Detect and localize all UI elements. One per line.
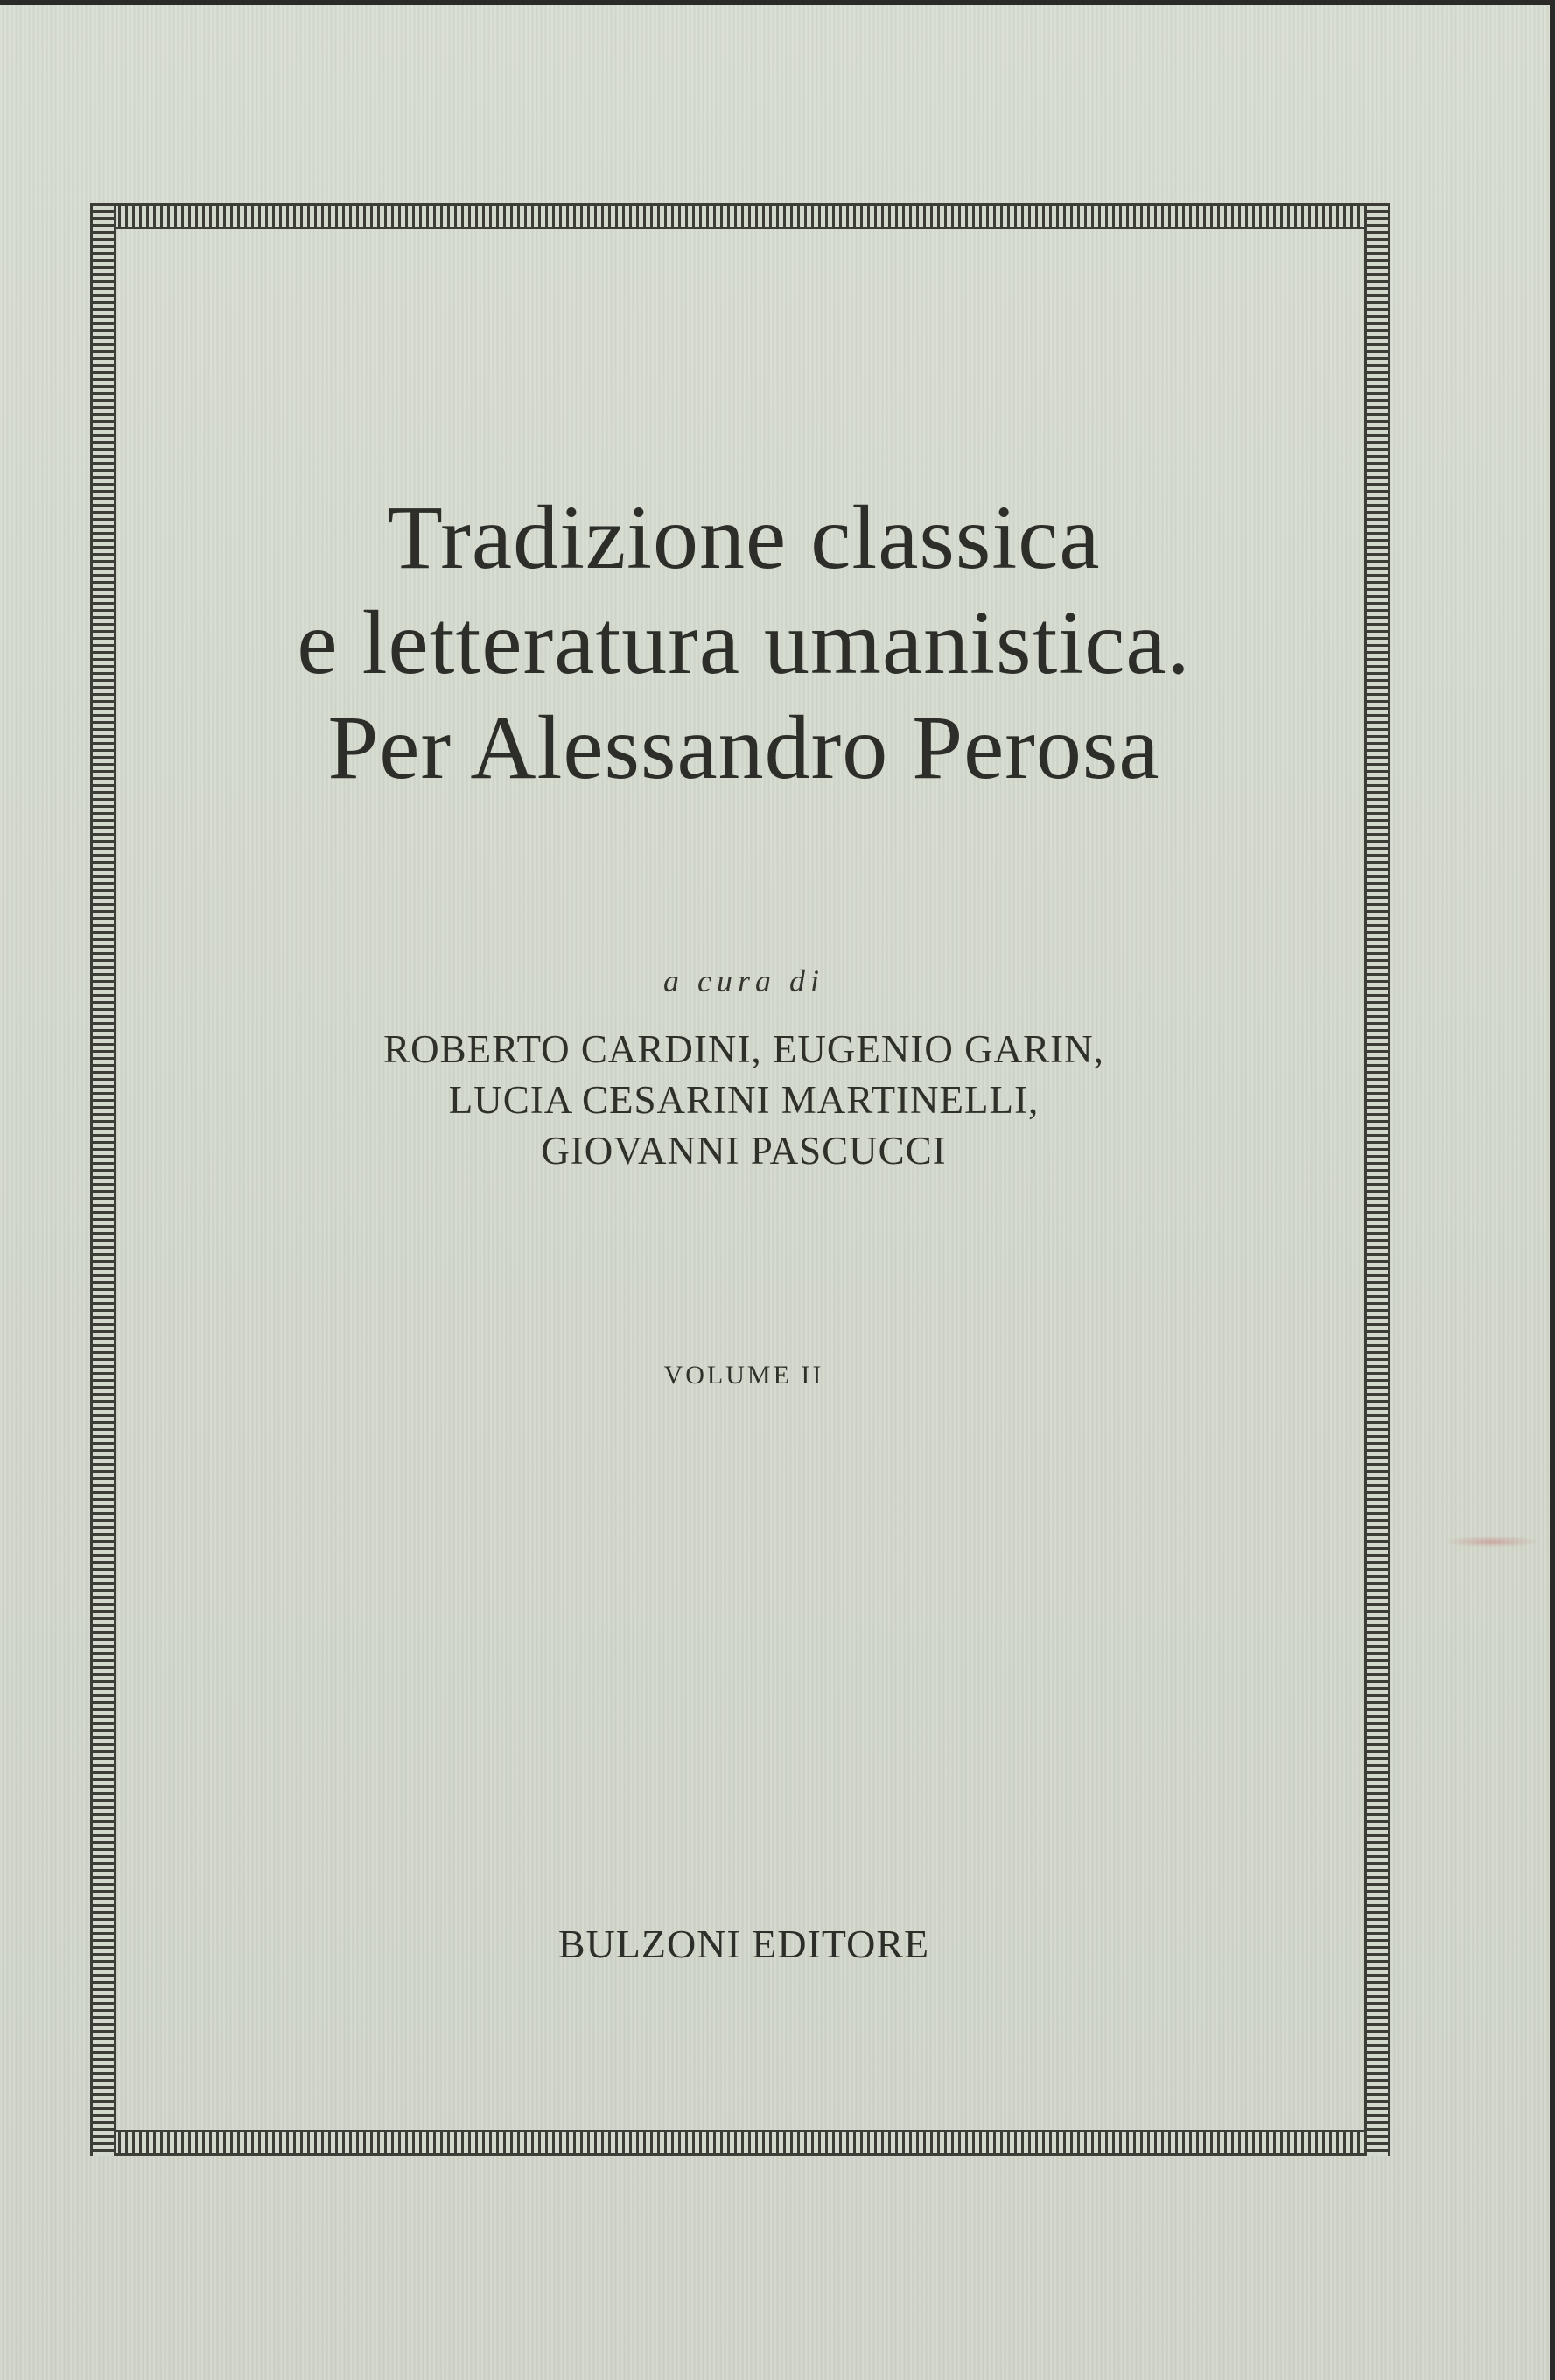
publisher-name: BULZONI EDITORE: [557, 1922, 930, 1966]
title-line-3: Per Alessandro Perosa: [327, 697, 1160, 798]
paper-stain: [1444, 1536, 1540, 1548]
curator-label: a cura di: [663, 963, 824, 998]
editor-line-3: GIOVANNI PASCUCCI: [541, 1129, 947, 1172]
editor-line-1: ROBERTO CARDINI, EUGENIO GARIN,: [383, 1027, 1104, 1071]
border-left: [90, 203, 116, 2156]
border-right: [1364, 203, 1390, 2156]
scan-edge-right: [1550, 0, 1555, 2380]
border-top: [90, 203, 1390, 229]
title-line-2: e letteratura umanistica.: [297, 592, 1191, 693]
book-title: [131, 486, 1356, 801]
volume-label: VOLUME II: [663, 1361, 824, 1390]
editors-list: [131, 1024, 1356, 1176]
scan-edge-top: [0, 0, 1555, 5]
title-line-1: Tradizione classica: [387, 487, 1101, 588]
border-bottom: [90, 2130, 1390, 2156]
editor-line-2: LUCIA CESARINI MARTINELLI,: [448, 1078, 1040, 1122]
